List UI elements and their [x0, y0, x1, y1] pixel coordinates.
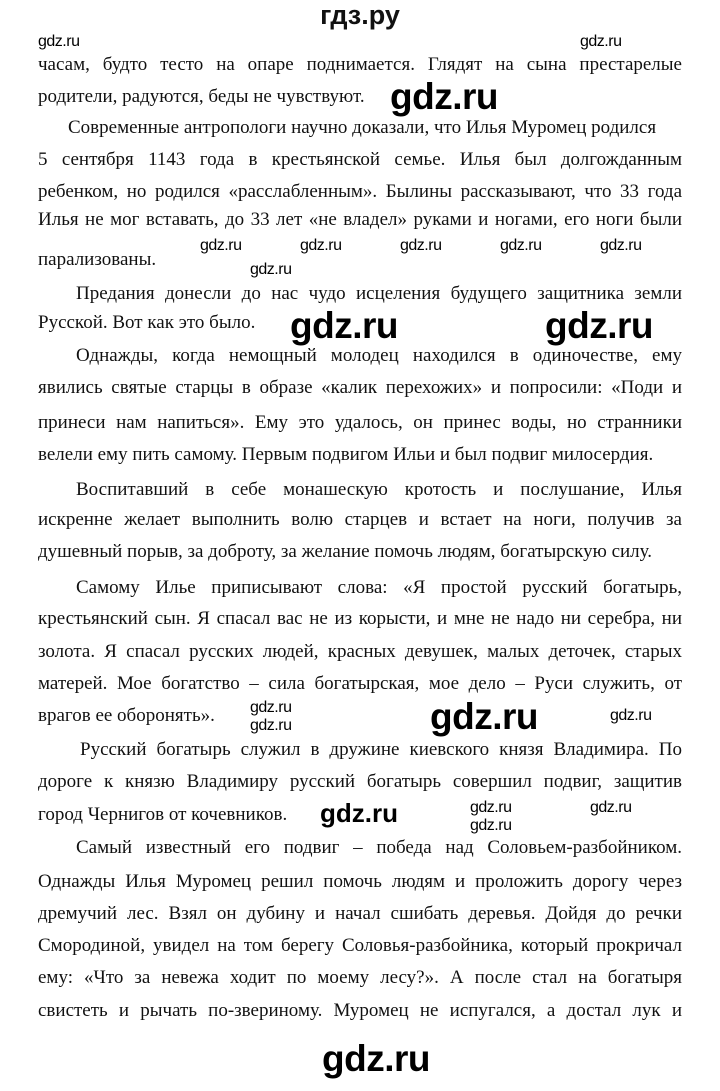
watermark: gdz.ru — [545, 305, 653, 346]
text-line: принеси нам напиться». Ему это удалось, он принес воды, но странники — [38, 412, 682, 433]
text-line: Русский богатырь служил в дружине киевского князя Владимира. По — [80, 739, 682, 760]
watermark: gdz.ru — [320, 798, 398, 828]
watermark: gdz.ru — [610, 707, 652, 724]
text-line: Современные антропологи научно доказали, что Илья Муромец родился — [68, 117, 657, 138]
text-line: Однажды Илья Муромец решил помочь людям и проложить дорогу через — [38, 871, 682, 892]
watermark: gdz.ru — [430, 696, 538, 737]
watermark: gdz.ru — [590, 799, 632, 816]
watermark: gdz.ru — [250, 261, 292, 278]
text-line: дороге к князю Владимиру русский богатырь совершил подвиг, защитив — [38, 771, 682, 792]
text-line: Предания донесли до нас чудо исцеления будущего защитника земли — [76, 283, 682, 304]
text-line: велели ему пить самому. Первым подвигом Ильи и был подвиг милосердия. — [38, 444, 654, 465]
watermark: gdz.ru — [250, 699, 292, 716]
text-line: крестьянский сын. Я спасал вас не из корысти, и мне не надо ни серебра, ни — [38, 608, 682, 629]
watermark: gdz.ru — [290, 305, 398, 346]
text-line: врагов ее оборонять». — [38, 705, 215, 726]
text-line: Самому Илье приписывают слова: «Я простой русский богатырь, — [76, 577, 682, 598]
text-line: Илья не мог вставать, до 33 лет «не владел» руками и ногами, его ноги были — [38, 209, 682, 230]
text-line: Смородиной, увидел на том берегу Соловья-разбойника, который прокричал — [38, 935, 682, 956]
watermark: gdz.ru — [500, 237, 542, 254]
text-line: золота. Я спасал русских людей, красных девушек, малых деточек, старых — [38, 641, 682, 662]
text-line: ребенком, но родился «расслабленным». Былины рассказывают, что 33 года — [38, 181, 682, 202]
text-line: свистеть и рычать по-звериному. Муромец не испугался, а достал лук и — [38, 1000, 682, 1021]
text-line: Воспитавший в себе монашескую кротость и послушание, Илья — [76, 479, 682, 500]
watermark: gdz.ru — [580, 33, 622, 50]
site-header-title: гдз.ру — [320, 0, 400, 30]
watermark: gdz.ru — [250, 717, 292, 734]
text-line: дремучий лес. Взял он дубину и начал сшибать деревья. Дойдя до речки — [38, 903, 682, 924]
watermark: gdz.ru — [200, 237, 242, 254]
watermark: gdz.ru — [600, 237, 642, 254]
text-line: душевный порыв, за доброту, за желание помочь людям, богатырскую силу. — [38, 541, 653, 562]
text-line: Самый известный его подвиг – победа над Соловьем-разбойником. — [76, 837, 682, 858]
text-line: город Чернигов от кочевников. — [38, 804, 288, 825]
watermark: gdz.ru — [38, 33, 80, 50]
text-line: Однажды, когда немощный молодец находился в одиночестве, ему — [76, 345, 682, 366]
watermark: gdz.ru — [300, 237, 342, 254]
watermark: gdz.ru — [400, 237, 442, 254]
watermark: gdz.ru — [390, 76, 498, 117]
text-line: родители, радуются, беды не чувствуют. — [38, 86, 365, 107]
text-line: матерей. Мое богатство – сила богатырская, мое дело – Руси служить, от — [38, 673, 682, 694]
text-line: ему: «Что за невежа ходит по моему лесу?». А после стал на богатыря — [38, 967, 682, 988]
text-line: Русской. Вот как это было. — [38, 312, 256, 333]
text-line: парализованы. — [38, 249, 157, 270]
text-line: явились святые старцы в образе «калик перехожих» и попросили: «Поди и — [38, 377, 682, 398]
watermark: gdz.ru — [470, 817, 512, 834]
watermark: gdz.ru — [322, 1038, 430, 1079]
text-line: искренне желает выполнить волю старцев и встает на ноги, получив за — [38, 509, 682, 530]
watermark: gdz.ru — [470, 799, 512, 816]
text-line: часам, будто тесто на опаре поднимается. Глядят на сына престарелые — [38, 54, 682, 75]
text-line: 5 сентября 1143 года в крестьянской семье. Илья был долгожданным — [38, 149, 682, 170]
